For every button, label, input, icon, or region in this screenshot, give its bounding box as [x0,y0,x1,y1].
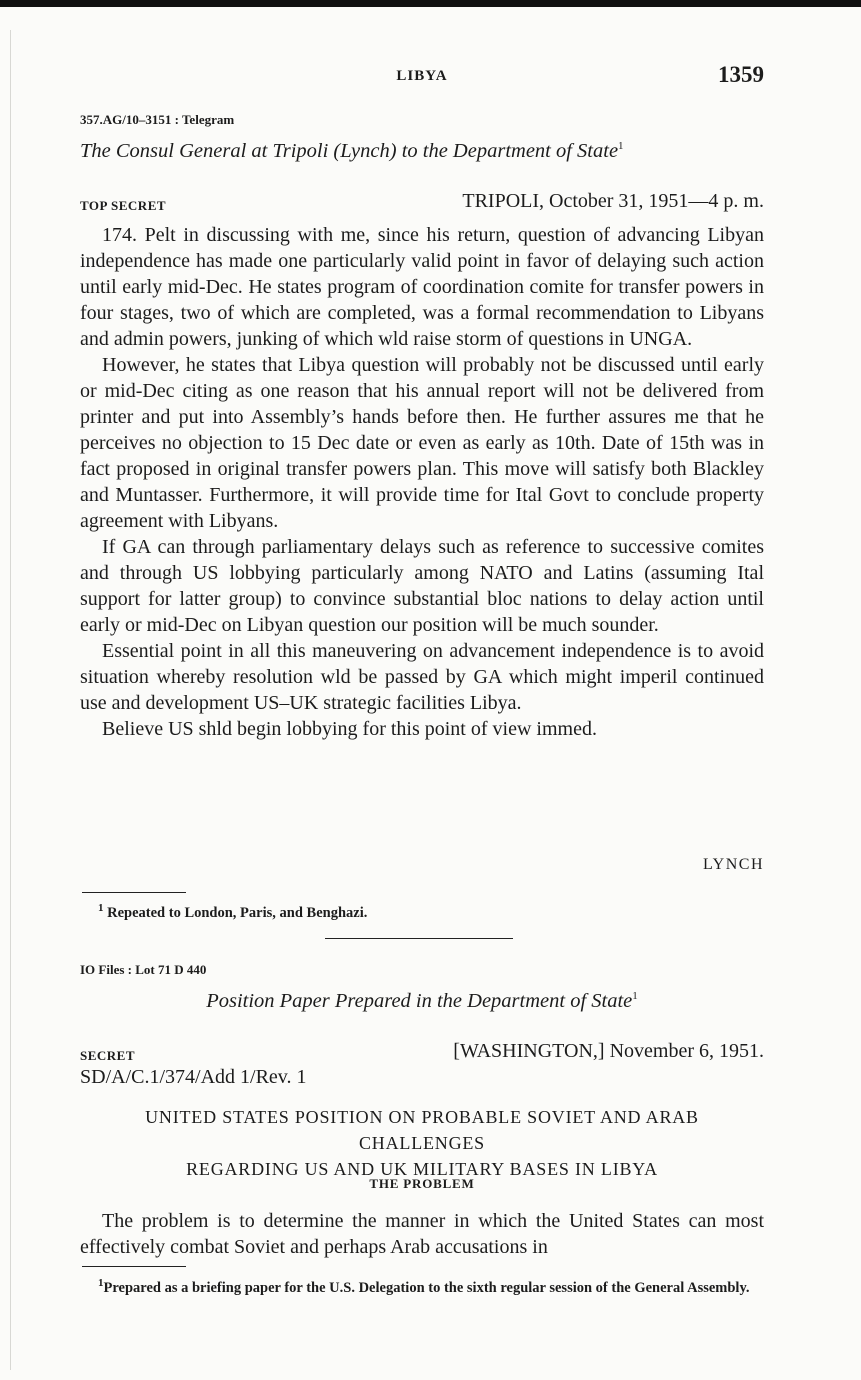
telegram-body [80,222,764,742]
body-paragraph: Essential point in all this maneuvering on advancement independence is to avoid situation whereby resolution wld be passed by GA which might imperil continued use and development US–UK strategic facilities Libya. [80,640,764,714]
section-heading: THE PROBLEM [369,1176,475,1191]
document-title-2 [80,990,764,1013]
page-left-edge [10,30,11,1370]
body-paragraph: Believe US shld begin lobbying for this point of view immed. [102,718,597,740]
classification-1: TOP SECRET [80,198,167,213]
classification-dateline-row-2 [80,1040,764,1068]
file-reference-2: IO Files : Lot 71 D 440 [80,962,207,977]
dateline-1: TRIPOLI, October 31, 1951—4 p. m. [462,190,764,212]
running-head [80,62,764,90]
document-title-1-text: The Consul General at Tripoli (Lynch) to the Department of State [80,140,619,162]
footnote-2-text: Prepared as a briefing paper for the U.S. Delegation to the sixth regular session of the General Assembly. [103,1279,750,1296]
file-reference-1: 357.AG/10–3151 : Telegram [80,112,235,127]
page-top-edge [0,0,861,7]
document-title-1 [80,140,764,163]
footnote-mark: 1 [98,1277,104,1289]
document-title-2-text: Position Paper Prepared in the Department of State [206,990,633,1012]
body-paragraph: However, he states that Libya question will probably not be discussed until early or mid-Dec citing as one reason that his annual report will not be delivered from printer and put into Assembly’s hands before then. He further assures me that he perceives no objection to 15 Dec date or even as early as 10th. Date of 15th was in fact proposed in original transfer powers plan. This move will satisfy both Blackley and Muntasser. Furthermore, it will provide time for Ital Govt to conclude property agreement with Libyans. [80,354,764,532]
classification-dateline-row-1 [80,190,764,218]
body-paragraph: The problem is to determine the manner in which the United States can most effectively combat Soviet and perhaps Arab accusations in [80,1210,764,1258]
body-paragraph: If GA can through parliamentary delays such as reference to successive comites and through US lobbying particularly among NATO and Latins (assuming Ital support for latter group) to convince substantial bloc nations to delay action until early or mid-Dec on Libyan question our position will be much sounder. [80,536,764,636]
classification-2: SECRET [80,1048,136,1063]
paper-heading-line-1: UNITED STATES POSITION ON PROBABLE SOVIET AND ARAB CHALLENGES [145,1107,699,1153]
footnote-1 [80,899,764,923]
paper-heading [80,1104,764,1182]
footnote-rule-2 [82,1266,186,1267]
document-number: SD/A/C.1/374/Add 1/Rev. 1 [80,1066,307,1088]
footnote-2 [80,1274,764,1298]
dateline-2: [WASHINGTON,] November 6, 1951. [453,1040,764,1062]
footnote-mark: 1 [632,990,638,1003]
footnote-mark: 1 [618,140,624,153]
signature: LYNCH [702,856,764,873]
footnote-rule-1 [82,892,186,893]
footnote-1-text: Repeated to London, Paris, and Benghazi. [107,904,368,921]
section-divider [325,938,513,939]
running-title: LIBYA [396,68,448,84]
page-number: 1359 [718,62,764,87]
paper-heading-line-2: REGARDING US AND UK MILITARY BASES IN LIBYA [186,1159,658,1179]
body-paragraph: 174. Pelt in discussing with me, since his return, question of advancing Libyan independence has made one particularly valid point in favor of delaying such action until early mid-Dec. He states program of coordination comite for transfer powers in four stages, two of which are completed, was a formal recommendation to Libyans and admin powers, junking of which wld raise storm of questions in UNGA. [80,224,764,350]
footnote-mark: 1 [98,902,104,914]
problem-body [80,1208,764,1260]
